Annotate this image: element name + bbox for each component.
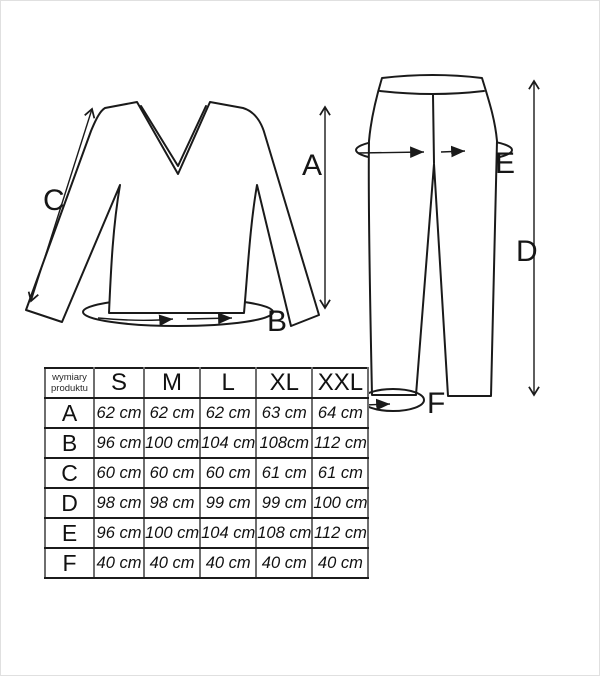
size-col-header-xl: XL: [256, 368, 312, 398]
measure-row-label: B: [45, 428, 94, 458]
table-row-f: [45, 548, 368, 578]
size-col-header-l: L: [200, 368, 256, 398]
measure-label-c: C: [43, 184, 65, 217]
size-value-cell: 40 cm: [144, 548, 200, 578]
table-row-b: [45, 428, 368, 458]
size-col-header-xxl: XXL: [312, 368, 368, 398]
size-value-cell: 112 cm: [312, 518, 368, 548]
measure-label-f: F: [427, 387, 446, 420]
hip-arrow-e: [358, 152, 424, 153]
size-value-cell: 99 cm: [200, 488, 256, 518]
measure-row-label: C: [45, 458, 94, 488]
size-value-cell: 40 cm: [94, 548, 144, 578]
blouse-outline: [26, 102, 319, 326]
measure-row-label: F: [45, 548, 94, 578]
table-row-c: [45, 458, 368, 488]
size-value-cell: 108cm: [256, 428, 312, 458]
hem-arrow-b: [98, 318, 173, 320]
table-corner-cell: [45, 368, 94, 398]
size-value-cell: 108 cm: [256, 518, 312, 548]
measure-label-e: E: [495, 147, 516, 180]
size-value-cell: 60 cm: [200, 458, 256, 488]
size-value-cell: 64 cm: [312, 398, 368, 428]
measure-row-label: D: [45, 488, 94, 518]
center-seam-line: [433, 95, 434, 163]
measure-label-b: B: [267, 305, 288, 338]
size-value-cell: 63 cm: [256, 398, 312, 428]
measure-row-label: E: [45, 518, 94, 548]
size-value-cell: 98 cm: [94, 488, 144, 518]
size-value-cell: 60 cm: [144, 458, 200, 488]
table-row-e: [45, 518, 368, 548]
measure-label-d: D: [516, 235, 538, 268]
size-value-cell: 40 cm: [312, 548, 368, 578]
size-value-cell: 62 cm: [94, 398, 144, 428]
size-value-cell: 112 cm: [312, 428, 368, 458]
size-value-cell: 61 cm: [256, 458, 312, 488]
blouse-drawing: [26, 102, 325, 326]
size-value-cell: 100 cm: [312, 488, 368, 518]
table-row-d: [45, 488, 368, 518]
size-value-cell: 60 cm: [94, 458, 144, 488]
size-value-cell: 62 cm: [200, 398, 256, 428]
measure-label-a: A: [302, 149, 323, 182]
table-header-row: [45, 368, 368, 398]
size-value-cell: 100 cm: [144, 428, 200, 458]
hem-arrow-b2: [187, 318, 232, 319]
size-value-cell: 98 cm: [144, 488, 200, 518]
corner-line1: wymiary: [52, 371, 87, 383]
measure-row-label: A: [45, 398, 94, 428]
hip-arrow-e2: [441, 151, 465, 152]
size-col-header-s: S: [94, 368, 144, 398]
corner-line2: produktu: [51, 383, 88, 394]
size-value-cell: 99 cm: [256, 488, 312, 518]
size-value-cell: 104 cm: [200, 518, 256, 548]
size-value-cell: 40 cm: [256, 548, 312, 578]
size-value-cell: 61 cm: [312, 458, 368, 488]
pants-drawing: [356, 75, 534, 411]
size-col-header-m: M: [144, 368, 200, 398]
table-row-a: [45, 398, 368, 428]
size-value-cell: 96 cm: [94, 518, 144, 548]
size-value-cell: 62 cm: [144, 398, 200, 428]
size-value-cell: 40 cm: [200, 548, 256, 578]
size-value-cell: 96 cm: [94, 428, 144, 458]
size-table: [44, 367, 369, 579]
size-value-cell: 100 cm: [144, 518, 200, 548]
size-value-cell: 104 cm: [200, 428, 256, 458]
